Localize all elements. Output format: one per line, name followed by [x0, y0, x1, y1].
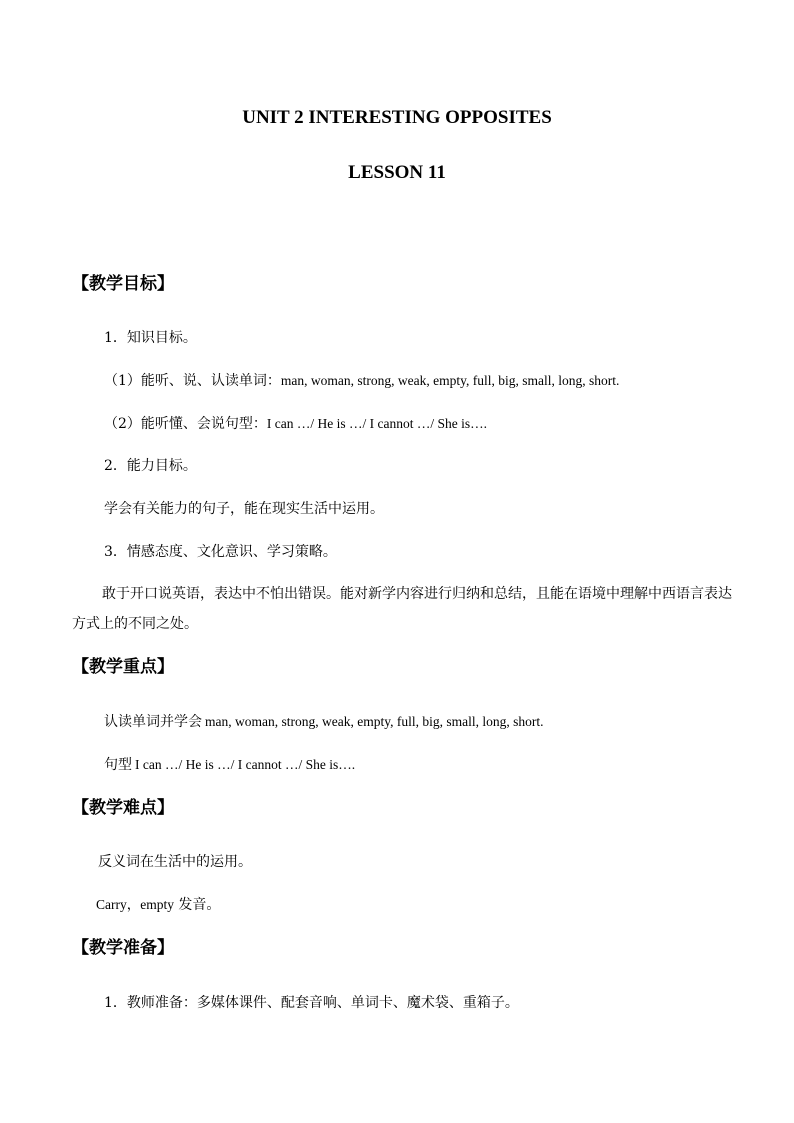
- objective-ability-text: 学会有关能力的句子，能在现实生活中运用。: [104, 501, 384, 517]
- objectives-heading: 【教学目标】: [72, 274, 174, 294]
- objective-attitude-text: 敢于开口说英语，表达中不怕出错误。能对新学内容进行归纳和总结，且能在语境中理解中西语言表达方式上的不同之处。: [72, 586, 732, 632]
- objective-sub1-words: man, woman, strong, weak, empty, full, big, small, long, short.: [280, 373, 620, 388]
- preparation-item-teacher: 1．教师准备：多媒体课件、配套音响、单词卡、魔术袋、重箱子。: [104, 995, 519, 1011]
- difficulties-heading: 【教学难点】: [72, 798, 174, 818]
- difficulties-line2: [96, 895, 220, 915]
- difficulties-line2-words: Carry，empty: [96, 897, 174, 912]
- key-points-line1-prefix: 认读单词并学会: [104, 714, 202, 730]
- lesson-title: LESSON 11: [348, 162, 446, 183]
- objective-sub1-prefix: （1）能听、说、认读单词：: [104, 373, 281, 389]
- objective-item-ability: 2．能力目标。: [104, 458, 197, 474]
- difficulties-line2-suffix: 发音。: [173, 897, 221, 913]
- unit-title: UNIT 2 INTERESTING OPPOSITES: [242, 107, 552, 128]
- objective-item-knowledge: 1．知识目标。: [104, 330, 197, 346]
- objective-sub1: [104, 371, 619, 391]
- difficulties-line1: 反义词在生活中的运用。: [98, 854, 252, 870]
- preparation-heading: 【教学准备】: [72, 938, 174, 958]
- key-points-line2-pattern: I can …/ He is …/ I cannot …/ She is….: [135, 757, 356, 772]
- objective-sub2-prefix: （2）能听懂、会说句型：: [104, 416, 267, 432]
- objective-sub2-pattern: I can …/ He is …/ I cannot …/ She is….: [266, 416, 488, 431]
- key-points-line1: [104, 712, 543, 732]
- key-points-line2-prefix: 句型: [104, 757, 132, 773]
- objective-sub2: [104, 414, 487, 434]
- objective-item-attitude: 3．情感态度、文化意识、学习策略。: [104, 544, 337, 560]
- key-points-line2: [104, 755, 355, 775]
- key-points-line1-words: man, woman, strong, weak, empty, full, big, small, long, short.: [205, 714, 544, 729]
- key-points-heading: 【教学重点】: [72, 657, 174, 677]
